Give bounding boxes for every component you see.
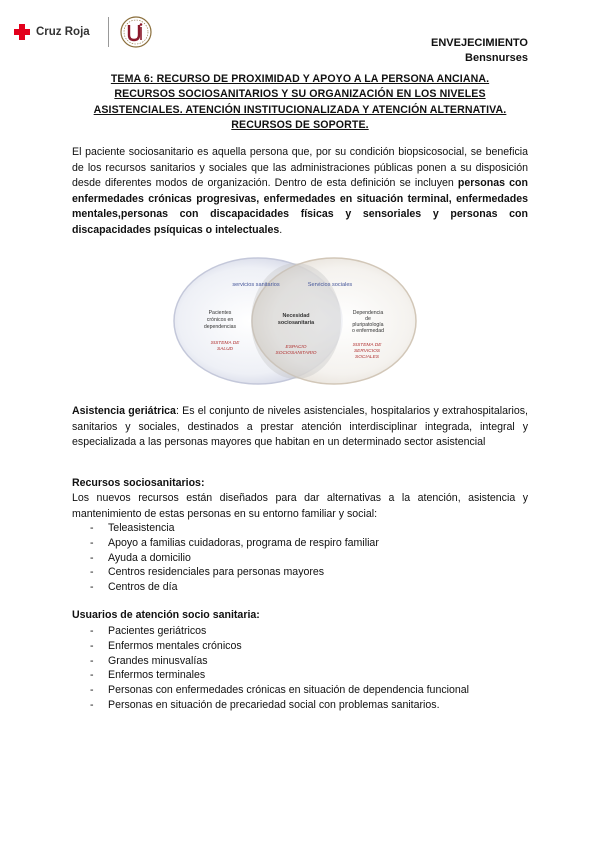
list-item: - Personas con enfermedades crónicas en situación de dependencia funcional <box>90 683 469 698</box>
list-item: - Pacientes geriátricos <box>90 624 469 639</box>
intro-bold-text: personas con enfermedades crónicas progresivas, enfermedades en situación terminal, enfermedades mentales,personas con discapacidades físicas y sensoriales y personas con discapacidades psíquicas o intelectuales <box>72 177 528 236</box>
users-heading: Usuarios de atención socio sanitaria: <box>72 609 260 621</box>
list-item: - Personas en situación de precariedad social con problemas sanitarios. <box>90 698 469 713</box>
logo-divider <box>108 17 109 47</box>
diagram-label: Pacientes <box>208 310 232 316</box>
diagram-label: SOCIOSANITARIO <box>275 351 317 356</box>
list-item: - Centros residenciales para personas mayores <box>90 565 379 580</box>
red-cross-icon <box>14 24 30 40</box>
title-line: RECURSOS DE SOPORTE. <box>231 119 369 132</box>
diagram-label: servicios sanitarios <box>232 282 280 288</box>
diagram-label: SERVICIOS <box>353 349 381 354</box>
diagram-label: Dependencia <box>352 310 384 316</box>
diagram-label: de <box>365 316 371 322</box>
course-name: ENVEJECIMIENTO <box>431 37 528 49</box>
intro-end: . <box>279 223 283 236</box>
diagram-label: o enfermedad <box>351 328 385 334</box>
university-crest-icon <box>119 15 153 49</box>
list-item: - Enfermos mentales crónicos <box>90 639 469 654</box>
list-item: - Ayuda a domicilio <box>90 551 379 566</box>
header-logos <box>14 14 153 50</box>
resources-list <box>90 521 379 595</box>
org-name: Cruz Roja <box>36 26 90 38</box>
diagram-label: crónicos en <box>206 317 234 323</box>
diagram-label: SALUD <box>217 347 233 352</box>
list-item: - Apoyo a familias cuidadoras, programa de respiro familiar <box>90 536 379 551</box>
diagram-label: SOCIALES <box>355 355 379 360</box>
diagram-label: Servicios sociales <box>307 282 353 288</box>
resources-heading: Recursos sociosanitarios: <box>72 477 205 489</box>
author-name: Bensnurses <box>465 52 528 64</box>
list-item: - Grandes minusvalías <box>90 654 469 669</box>
users-list <box>90 624 469 713</box>
title-line: TEMA 6: RECURSO DE PROXIMIDAD Y APOYO A LA PERSONA ANCIANA. <box>110 73 490 85</box>
diagram-label: Necesidad <box>282 313 310 319</box>
diagram-label: sociosanitaria <box>277 320 315 326</box>
geriatric-paragraph <box>72 404 528 451</box>
page-title <box>72 72 528 134</box>
document-header <box>431 36 528 66</box>
list-item: - Enfermos terminales <box>90 668 469 683</box>
intro-paragraph <box>72 145 528 239</box>
geriatric-term: Asistencia geriátrica <box>72 405 176 417</box>
venn-diagram <box>170 254 420 388</box>
diagram-label: ESPACIO <box>285 345 307 350</box>
list-item: - Centros de día <box>90 580 379 595</box>
title-line: RECURSOS SOCIOSANITARIOS Y SU ORGANIZACIÓN EN LOS NIVELES <box>114 88 486 101</box>
diagram-label: pluripatología <box>352 322 384 328</box>
title-line: ASISTENCIALES. ATENCIÓN INSTITUCIONALIZADA Y ATENCIÓN ALTERNATIVA. <box>93 103 507 116</box>
resources-intro: Los nuevos recursos están diseñados para dar alternativas a la atención, asistencia y mantenimiento de estas personas en su entorno familiar y social: <box>72 492 528 520</box>
diagram-label: SISTEMA DE <box>352 343 382 348</box>
geriatric-text: : Es el conjunto de niveles asistenciales, hospitalarios y extrahospitalarios, sanitarios y sociales, destinados a prestar atención interdisciplinar integrada, integral y especializada a las personas mayores que habitan en un determinado sector asistencial <box>72 405 528 449</box>
intro-text: El paciente sociosanitario es aquella persona que, por su condición biopsicosocial, se beneficia de los recursos sanitarios y sociales que las administraciones públicas ponen a su disposición desde diferentes modos de organización. Dentro de esta definición se incluyen <box>72 146 528 190</box>
diagram-label: SISTEMA DE <box>210 341 240 346</box>
diagram-label: dependencias <box>203 324 237 330</box>
list-item: - Teleasistencia <box>90 521 379 536</box>
